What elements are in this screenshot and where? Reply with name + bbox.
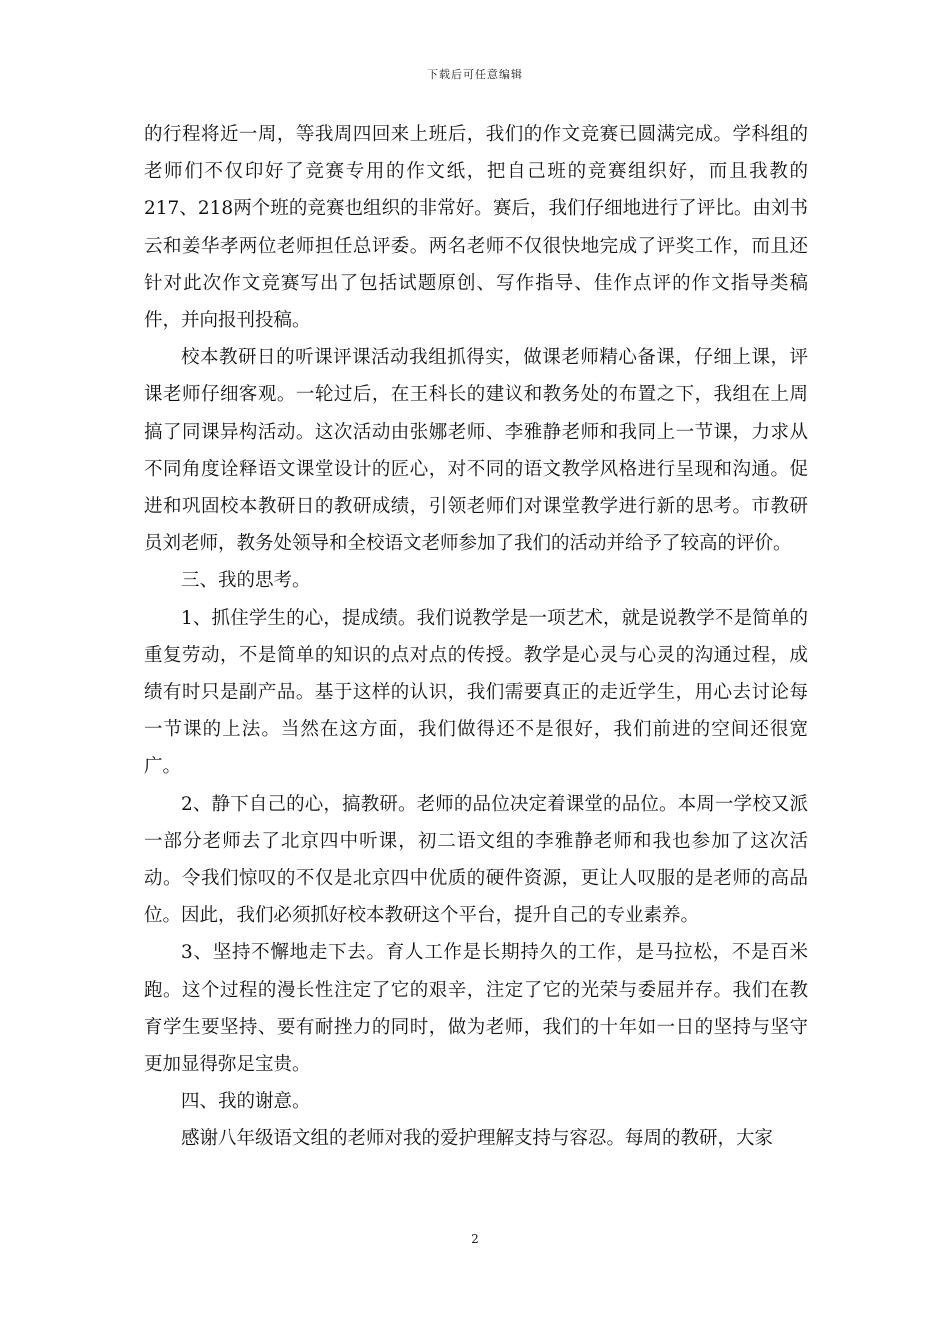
paragraph-continuation: 的行程将近一周，等我周四回来上班后，我们的作文竞赛已圆满完成。学科组的老师们不仅印好了竞赛专用的作文纸，把自己班的竞赛组织好，而且我教的217、218两个班的竞赛也组织的非常好。赛后，我们仔细地进行了评比。由刘书云和姜华孝两位老师担任总评委。两名老师不仅很快地完成了评奖工作，而且还针对此次作文竞赛写出了包括试题原创、写作指导、佳作点评的作文指导类稿件，并向报刊投稿。 <box>144 124 808 332</box>
page-header: 下载后可任意编辑 <box>427 68 523 81</box>
paragraph-point-2: 2、静下自己的心，搞教研。老师的品位决定着课堂的品位。本周一学校又派一部分老师去了北京四中听课，初二语文组的李雅静老师和我也参加了这次活动。令我们惊叹的不仅是北京四中优质的硬件资源，更让人叹服的是老师的高品位。因此，我们必须抓好校本教研这个平台，提升自己的专业素养。 <box>144 793 808 927</box>
document-body <box>144 116 808 1158</box>
paragraph-point-3: 3、坚持不懈地走下去。育人工作是长期持久的工作，是马拉松，不是百米跑。这个过程的漫长性注定了它的艰辛，注定了它的光荣与委屈并存。我们在教育学生要坚持、要有耐挫力的同时，做为老师，我们的十年如一日的坚持与坚守更加显得弥足宝贵。 <box>144 942 808 1076</box>
paragraph-lesson-activity: 校本教研日的听课评课活动我组抓得实，做课老师精心备课，仔细上课，评课老师仔细客观。一轮过后，在王科长的建议和教务处的布置之下，我组在上周搞了同课异构活动。这次活动由张娜老师、李雅静老师和我同上一节课，力求从不同角度诠释语文课堂设计的匠心，对不同的语文教学风格进行呈现和沟通。促进和巩固校本教研日的教研成绩，引领老师们对课堂教学进行新的思考。市教研员刘老师，教务处领导和全校语文老师参加了我们的活动并给予了较高的评价。 <box>144 347 808 555</box>
section-heading-thanks: 四、我的谢意。 <box>181 1091 311 1113</box>
section-heading-thoughts: 三、我的思考。 <box>181 570 311 592</box>
paragraph-point-1: 1、抓住学生的心，提成绩。我们说教学是一项艺术，就是说教学不是简单的重复劳动，不是简单的知识的点对点的传授。教学是心灵与心灵的沟通过程，成绩有时只是副产品。基于这样的认识，我们需要真正的走近学生，用心去讨论每一节课的上法。当然在这方面，我们做得还不是很好，我们前进的空间还很宽广。 <box>144 607 808 778</box>
paragraph-thanks: 感谢八年级语文组的老师对我的爱护理解支持与容忍。每周的教研，大家 <box>181 1128 774 1150</box>
page-number: 2 <box>471 1232 479 1246</box>
